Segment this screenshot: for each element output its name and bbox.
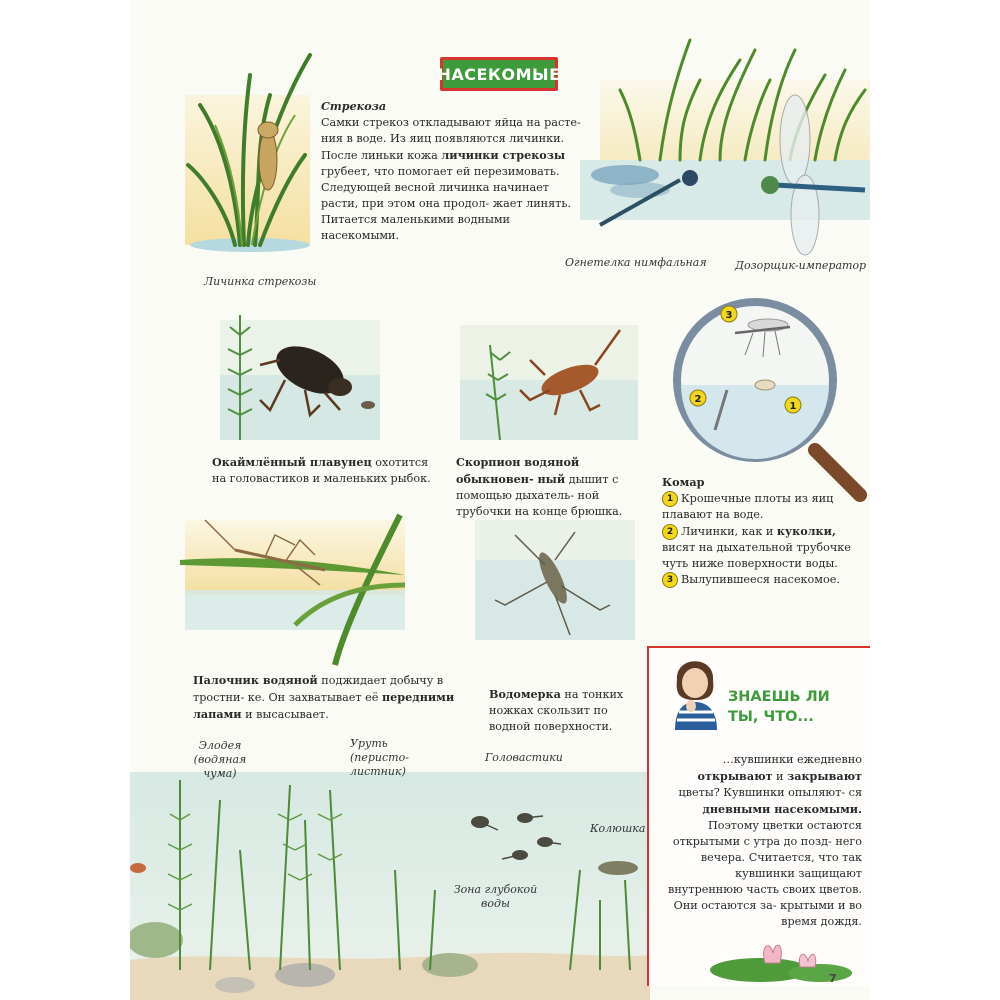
magnifying-glass-illustration bbox=[665, 285, 875, 505]
did-you-know-text: …кувшинки ежедневно открывают и закрывают цветы? Кувшинки опыляют- ся дневными насекомыми. Поэтому цветки остаются открытыми с утра до позд- него вечера. Считается, что так кувшинки защищают внутреннюю часть своих цветов. Они остаются за- крытыми и во время дождя. bbox=[668, 753, 862, 928]
larva-caption: Личинка стрекозы bbox=[204, 275, 317, 288]
milfoil-caption: Уруть (перисто- листник) bbox=[350, 737, 409, 778]
mosquito-item-1: 1 Крошечные плоты из яиц плавают на воде. bbox=[662, 492, 834, 521]
did-you-know-title: ЗНАЕШЬ ЛИ ТЫ, ЧТО... bbox=[728, 689, 830, 725]
dragonfly-heading: Стрекоза bbox=[321, 99, 387, 113]
mosquito-heading: Комар bbox=[662, 475, 705, 489]
mosquito-text-block bbox=[662, 474, 862, 588]
elodea-caption: Элодея (водяная чума) bbox=[193, 739, 247, 780]
water-strider-text: Водомерка на тонких ножках скользит по водной поверхности. bbox=[489, 687, 624, 733]
stick-insect-text: Палочник водяной поджидает добычу в тростни- ке. Он захватывает её передними лапами и высасывает. bbox=[193, 673, 455, 721]
diving-beetle-illustration bbox=[210, 305, 385, 445]
damselfly-caption: Огнетелка нимфальная bbox=[565, 256, 707, 269]
beetle-text: Окаймлённый плавунец охотится на головастиков и маленьких рыбок. bbox=[212, 455, 431, 485]
emperor-caption: Дозорщик-император bbox=[735, 259, 867, 272]
lens-label-3: 3 bbox=[725, 310, 733, 321]
tadpoles-caption: Головастики bbox=[485, 751, 563, 764]
water-scorpion-illustration bbox=[460, 320, 638, 445]
girl-avatar bbox=[665, 650, 725, 730]
pond-scene-illustration bbox=[130, 760, 650, 1000]
dragonflies-illustration bbox=[580, 20, 870, 260]
scorpion-text: Скорпион водяной обыкновен- ный дышит с помощью дыхатель- ной трубочки на конце брюшка. bbox=[456, 455, 623, 518]
stickleback-caption: Колюшка bbox=[590, 822, 646, 835]
lens-label-1: 1 bbox=[789, 401, 797, 412]
water-stick-insect-illustration bbox=[175, 505, 415, 670]
page-title: НАСЕКОМЫЕ bbox=[440, 57, 558, 91]
dragonfly-larva-illustration bbox=[180, 45, 320, 260]
lens-label-2: 2 bbox=[694, 394, 702, 405]
deep-zone-caption: Зона глубокой воды bbox=[453, 883, 538, 910]
dragonfly-text-block: Стрекоза Самки стрекоз откладывают яйца на расте- ния в воде. Из яиц появляются личинки. После линьки кожа личинки стрекозы грубеет, что помогает ей перезимовать. Следующей весной личинка начинает расти, при этом она продол- жает линять. Питается маленькими водными насекомыми. bbox=[321, 98, 583, 244]
mosquito-item-2: 2 Личинки, как и куколки, висят на дыхательной трубочке чуть ниже поверхности воды. bbox=[662, 524, 851, 570]
mosquito-item-3: 3 Вылупившееся насекомое. bbox=[662, 572, 862, 588]
water-strider-illustration bbox=[475, 520, 635, 655]
page-number: 7 bbox=[829, 972, 837, 985]
